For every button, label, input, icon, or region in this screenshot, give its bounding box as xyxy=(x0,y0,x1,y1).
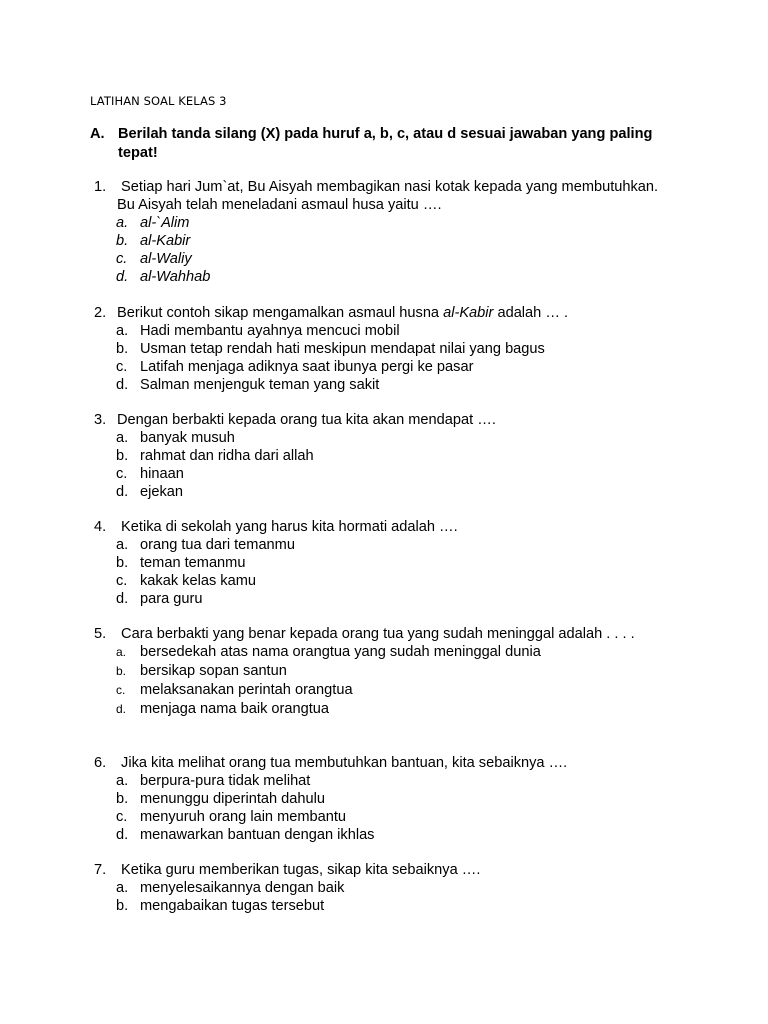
option-b[interactable] xyxy=(116,233,676,251)
option-text: ejekan xyxy=(140,484,184,500)
question-number: 7. xyxy=(94,862,107,878)
option-a[interactable] xyxy=(116,644,676,662)
option-label: d. xyxy=(116,484,129,500)
option-a[interactable] xyxy=(116,215,676,233)
option-text: menunggu diperintah dahulu xyxy=(140,791,326,807)
option-text: al-Kabir xyxy=(140,233,191,249)
option-label: b. xyxy=(116,233,129,249)
instruction-text: Berilah tanda silang (X) pada huruf a, b, c, atau d sesuai jawaban yang paling tepat! xyxy=(118,126,653,161)
option-a[interactable] xyxy=(116,537,676,555)
option-label: a. xyxy=(116,323,129,339)
option-label: d. xyxy=(116,269,129,285)
stem-text: Berikut contoh sikap mengamalkan asmaul husna xyxy=(117,305,444,321)
option-text: para guru xyxy=(140,591,203,607)
option-label: a. xyxy=(116,880,129,896)
option-label: a. xyxy=(116,645,127,659)
option-label: b. xyxy=(116,341,129,357)
option-c[interactable] xyxy=(116,682,676,700)
option-b[interactable] xyxy=(116,448,676,466)
question-stem: Ketika guru memberikan tugas, sikap kita sebaiknya …. xyxy=(117,862,481,878)
option-label: b. xyxy=(116,791,129,807)
option-text: Latifah menjaga adiknya saat ibunya pergi ke pasar xyxy=(140,359,474,375)
stem-italic-term: al-Kabir xyxy=(443,305,494,321)
option-b[interactable] xyxy=(116,341,676,359)
option-d[interactable] xyxy=(116,484,676,502)
option-label: d. xyxy=(116,702,127,716)
option-label: b. xyxy=(116,898,129,914)
option-text: kakak kelas kamu xyxy=(140,573,256,589)
option-text: bersikap sopan santun xyxy=(140,663,287,679)
option-c[interactable] xyxy=(116,359,676,377)
question-number: 4. xyxy=(94,519,107,535)
option-text: Hadi membantu ayahnya mencuci mobil xyxy=(140,323,400,339)
option-label: a. xyxy=(116,430,129,446)
option-b[interactable] xyxy=(116,663,676,681)
question-stem: Cara berbakti yang benar kepada orang tua yang sudah meninggal adalah . . . . xyxy=(117,626,635,642)
option-text: bersedekah atas nama orangtua yang sudah meninggal dunia xyxy=(140,644,541,660)
option-text: hinaan xyxy=(140,466,184,482)
option-text: banyak musuh xyxy=(140,430,235,446)
option-text: menyuruh orang lain membantu xyxy=(140,809,347,825)
option-text: orang tua dari temanmu xyxy=(140,537,295,553)
option-c[interactable] xyxy=(116,466,676,484)
option-d[interactable] xyxy=(116,269,676,287)
option-label: c. xyxy=(116,573,128,589)
option-text: menyelesaikannya dengan baik xyxy=(140,880,345,896)
option-label: a. xyxy=(116,773,129,789)
stem-text: adalah … . xyxy=(493,305,569,321)
option-text: teman temanmu xyxy=(140,555,246,571)
option-text: melaksanakan perintah orangtua xyxy=(140,682,353,698)
option-text: mengabaikan tugas tersebut xyxy=(140,898,325,914)
question-number: 1. xyxy=(94,179,107,195)
stem-line: Bu Aisyah telah meneladani asmaul husa yaitu …. xyxy=(117,196,442,213)
option-label: c. xyxy=(116,683,126,697)
option-label: c. xyxy=(116,359,128,375)
option-text: menjaga nama baik orangtua xyxy=(140,701,330,717)
option-text: berpura-pura tidak melihat xyxy=(140,773,311,789)
option-label: b. xyxy=(116,448,129,464)
option-text: menawarkan bantuan dengan ikhlas xyxy=(140,827,375,843)
option-label: c. xyxy=(116,251,128,267)
question-number: 5. xyxy=(94,626,107,642)
option-label: d. xyxy=(116,827,129,843)
option-c[interactable] xyxy=(116,573,676,591)
option-a[interactable] xyxy=(116,430,676,448)
option-label: c. xyxy=(116,809,128,825)
option-b[interactable] xyxy=(116,555,676,573)
option-label: a. xyxy=(116,537,129,553)
option-a[interactable] xyxy=(116,773,676,791)
question-stem: Dengan berbakti kepada orang tua kita akan mendapat …. xyxy=(117,412,496,428)
option-d[interactable] xyxy=(116,591,676,609)
option-label: c. xyxy=(116,466,128,482)
option-b[interactable] xyxy=(116,791,676,809)
option-label: d. xyxy=(116,377,129,393)
document-title: LATIHAN SOAL KELAS 3 xyxy=(90,94,227,108)
stem-line: Setiap hari Jum`at, Bu Aisyah membagikan nasi kotak kepada yang membutuhkan. xyxy=(117,179,659,195)
question-number: 3. xyxy=(94,412,107,428)
option-text: rahmat dan ridha dari allah xyxy=(140,448,314,464)
option-text: al-`Alim xyxy=(140,215,190,231)
option-label: a. xyxy=(116,215,129,231)
question-number: 6. xyxy=(94,755,107,771)
option-d[interactable] xyxy=(116,827,676,845)
section-label: A. xyxy=(90,126,105,142)
option-a[interactable] xyxy=(116,323,676,341)
question-stem: Ketika di sekolah yang harus kita hormati adalah …. xyxy=(117,519,458,535)
option-label: b. xyxy=(116,664,127,678)
option-c[interactable] xyxy=(116,251,676,269)
option-a[interactable] xyxy=(116,880,676,898)
option-b[interactable] xyxy=(116,898,676,916)
question-stem xyxy=(117,305,707,323)
option-label: d. xyxy=(116,591,129,607)
option-text: Salman menjenguk teman yang sakit xyxy=(140,377,380,393)
option-text: al-Waliy xyxy=(140,251,192,267)
option-label: b. xyxy=(116,555,129,571)
option-d[interactable] xyxy=(116,377,676,395)
question-stem: Jika kita melihat orang tua membutuhkan bantuan, kita sebaiknya …. xyxy=(117,755,568,771)
question-stem xyxy=(117,179,707,215)
question-number: 2. xyxy=(94,305,107,321)
option-d[interactable] xyxy=(116,701,676,719)
option-text: al-Wahhab xyxy=(140,269,211,285)
option-c[interactable] xyxy=(116,809,676,827)
option-text: Usman tetap rendah hati meskipun mendapat nilai yang bagus xyxy=(140,341,545,357)
